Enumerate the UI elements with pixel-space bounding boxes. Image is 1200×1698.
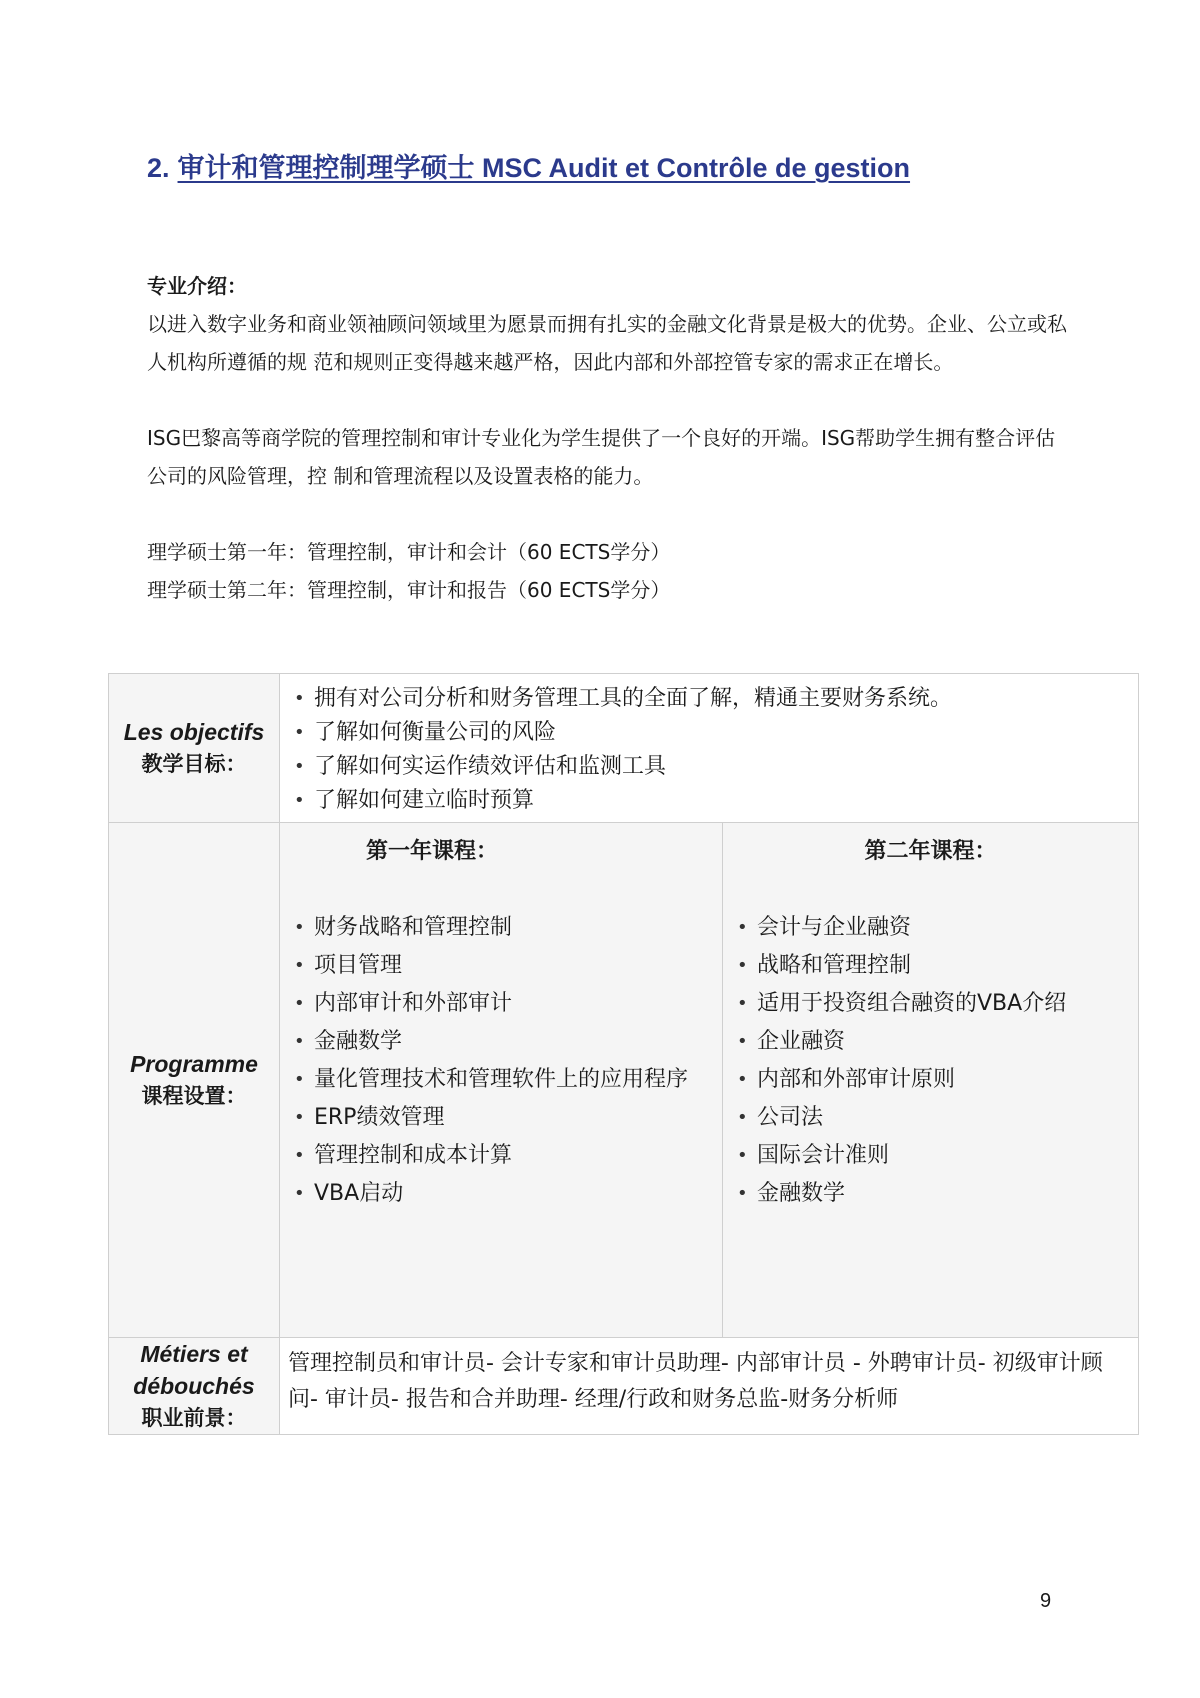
careers-header <box>109 1338 280 1435</box>
list-item: • 金融数学 <box>729 1175 1132 1213</box>
year2-summary: 理学硕士第二年：管理控制，审计和报告（60 ECTS学分） <box>147 578 671 602</box>
list-item: • 了解如何建立临时预算 <box>286 784 1130 818</box>
list-item: • 公司法 <box>729 1099 1132 1137</box>
year2-courses <box>723 823 1139 1338</box>
list-item: • ERP绩效管理 <box>286 1099 716 1137</box>
year1-title: 第一年课程： <box>366 839 499 864</box>
objectives-content <box>280 674 1139 823</box>
objectives-label-zh: 教学目标： <box>141 752 247 776</box>
list-item: • 了解如何衡量公司的风险 <box>286 716 1130 750</box>
list-item: • 适用于投资组合融资的VBA介绍 <box>729 985 1132 1023</box>
list-item: • 财务战略和管理控制 <box>286 909 716 947</box>
list-item: • VBA启动 <box>286 1175 716 1213</box>
objectives-list <box>286 682 1130 818</box>
list-item: • 国际会计准则 <box>729 1137 1132 1175</box>
section-heading <box>147 146 910 185</box>
page-number: 9 <box>1040 1590 1052 1612</box>
year1-summary: 理学硕士第一年：管理控制，审计和会计（60 ECTS学分） <box>147 540 671 564</box>
objectives-row <box>109 674 1139 823</box>
objectives-header <box>109 674 280 823</box>
year2-list <box>729 909 1132 1213</box>
list-item: • 金融数学 <box>286 1023 716 1061</box>
list-item: • 会计与企业融资 <box>729 909 1132 947</box>
careers-label-zh: 职业前景： <box>141 1406 247 1430</box>
section-number: 2. <box>147 153 170 183</box>
list-item: • 内部审计和外部审计 <box>286 985 716 1023</box>
careers-label-fr-2: débouchés <box>133 1373 255 1399</box>
careers-label-fr-1: Métiers et <box>140 1341 248 1367</box>
careers-row <box>109 1338 1139 1435</box>
year1-list <box>286 909 716 1213</box>
intro-paragraph-2: ISG巴黎高等商学院的管理控制和审计专业化为学生提供了一个良好的开端。ISG帮助学生拥有整合评估公司的风险管理，控 制和管理流程以及设置表格的能力。 <box>147 426 1056 488</box>
intro-label: 专业介绍： <box>147 274 247 298</box>
intro-paragraph-1: 以进入数字业务和商业领袖顾问领域里为愿景而拥有扎实的金融文化背景是极大的优势。企业、公立或私人机构所遵循的规 范和规则正变得越来越严格，因此内部和外部控管专家的需求正在增长。 <box>147 312 1067 374</box>
year1-courses <box>280 823 723 1338</box>
program-table <box>108 673 1139 1435</box>
list-item: • 拥有对公司分析和财务管理工具的全面了解，精通主要财务系统。 <box>286 682 1130 716</box>
list-item: • 项目管理 <box>286 947 716 985</box>
list-item: • 内部和外部审计原则 <box>729 1061 1132 1099</box>
careers-content: 管理控制员和审计员- 会计专家和审计员助理- 内部审计员 - 外聘审计员- 初级审计顾问- 审计员- 报告和合并助理- 经理/行政和财务总监-财务分析师 <box>280 1338 1139 1435</box>
list-item: • 管理控制和成本计算 <box>286 1137 716 1175</box>
list-item: • 量化管理技术和管理软件上的应用程序 <box>286 1061 716 1099</box>
programme-label-fr: Programme <box>130 1051 258 1077</box>
objectives-label-fr: Les objectifs <box>123 719 265 745</box>
list-item: • 企业融资 <box>729 1023 1132 1061</box>
list-item: • 了解如何实运作绩效评估和监测工具 <box>286 750 1130 784</box>
intro-block <box>147 267 1067 609</box>
programme-label-zh: 课程设置： <box>141 1084 247 1108</box>
programme-row <box>109 823 1139 1338</box>
year2-title: 第二年课程： <box>864 839 997 864</box>
programme-header <box>109 823 280 1338</box>
list-item: • 战略和管理控制 <box>729 947 1132 985</box>
section-title[interactable]: 审计和管理控制理学硕士 MSC Audit et Contrôle de gestion <box>177 153 911 183</box>
